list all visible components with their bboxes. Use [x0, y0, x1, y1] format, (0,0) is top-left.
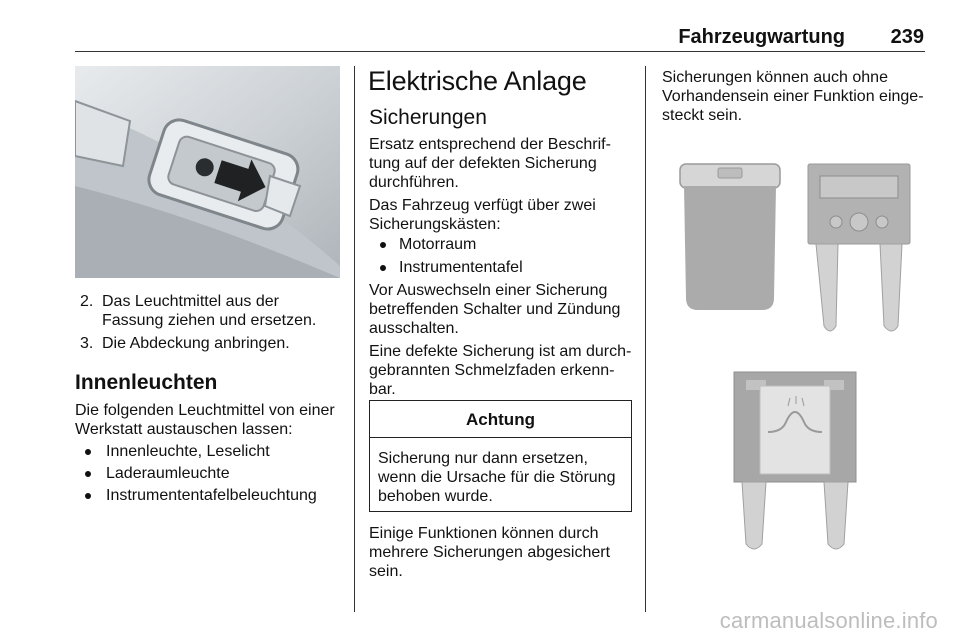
para2-line1: Das Fahrzeug verfügt über zwei [369, 197, 596, 214]
bullet-item: Instrumententafelbeleuchtung [106, 487, 317, 504]
para5-line3: sein. [369, 563, 403, 580]
chapter-title: Elektrische Anlage [368, 66, 587, 96]
caution-line3: behoben wurde. [378, 488, 493, 505]
intro-line2: Werkstatt austauschen lassen: [75, 421, 293, 438]
page-number: 239 [890, 26, 924, 48]
step-3-number: 3. [80, 335, 94, 352]
para4-line3: bar. [369, 381, 396, 398]
bullet-dot [380, 242, 386, 248]
right-para-line1: Sicherungen können auch ohne [662, 69, 888, 86]
header-rule [75, 51, 925, 52]
caution-title: Achtung [466, 410, 535, 429]
bullet-dot [85, 493, 91, 499]
bulb-removal-photo [75, 66, 340, 278]
fuse-illustration-front [680, 164, 780, 310]
step-2-number: 2. [80, 293, 94, 310]
caution-line2: wenn die Ursache für die Störung [378, 469, 616, 486]
para5-line2: mehrere Sicherungen abgesichert [369, 544, 611, 561]
para4-line1: Eine defekte Sicherung ist am durch- [369, 343, 632, 360]
caution-line1: Sicherung nur dann ersetzen, [378, 450, 588, 467]
step-2-text-line1: Das Leuchtmittel aus der [102, 293, 279, 310]
bullet-item: Laderaumleuchte [106, 465, 230, 482]
para2-line2: Sicherungskästen: [369, 216, 501, 233]
bullet-dot [380, 265, 386, 271]
bullet-item: Motorraum [399, 236, 477, 253]
intro-line1: Die folgenden Leuchtmittel von einer [75, 402, 335, 419]
bullet-item: Instrumententafel [399, 259, 523, 276]
para5-line1: Einige Funktionen können durch [369, 525, 599, 542]
para1-line1: Ersatz entsprechend der Beschrif- [369, 136, 611, 153]
bullet-dot [85, 449, 91, 455]
para3-line1: Vor Auswechseln einer Sicherung [369, 282, 608, 299]
fuse-illustration-top [808, 164, 910, 331]
step-3-text: Die Abdeckung anbringen. [102, 335, 290, 352]
para3-line3: ausschalten. [369, 320, 459, 337]
watermark: carmanualsonline.info [719, 608, 938, 633]
right-para-line3: steckt sein. [662, 107, 743, 124]
para4-line2: gebrannten Schmelzfaden erkenn- [369, 362, 615, 379]
bullet-item: Innenleuchte, Leselicht [106, 443, 270, 460]
para1-line3: durchführen. [369, 174, 459, 191]
column-divider-left [354, 66, 355, 612]
section-heading-sicherungen: Sicherungen [369, 106, 487, 129]
bullet-dot [85, 471, 91, 477]
column-divider-right [645, 66, 646, 612]
section-heading-innenleuchten: Innenleuchten [75, 371, 218, 394]
para1-line2: tung auf der defekten Sicherung [369, 155, 597, 172]
right-para-line2: Vorhandensein einer Funktion einge- [662, 88, 924, 105]
para3-line2: betreffenden Schalter und Zündung [369, 301, 621, 318]
step-2-text-line2: Fassung ziehen und ersetzen. [102, 312, 317, 329]
running-header-title: Fahrzeugwartung [678, 26, 845, 48]
fuse-illustrations [662, 132, 926, 572]
fuse-illustration-side [734, 372, 856, 549]
